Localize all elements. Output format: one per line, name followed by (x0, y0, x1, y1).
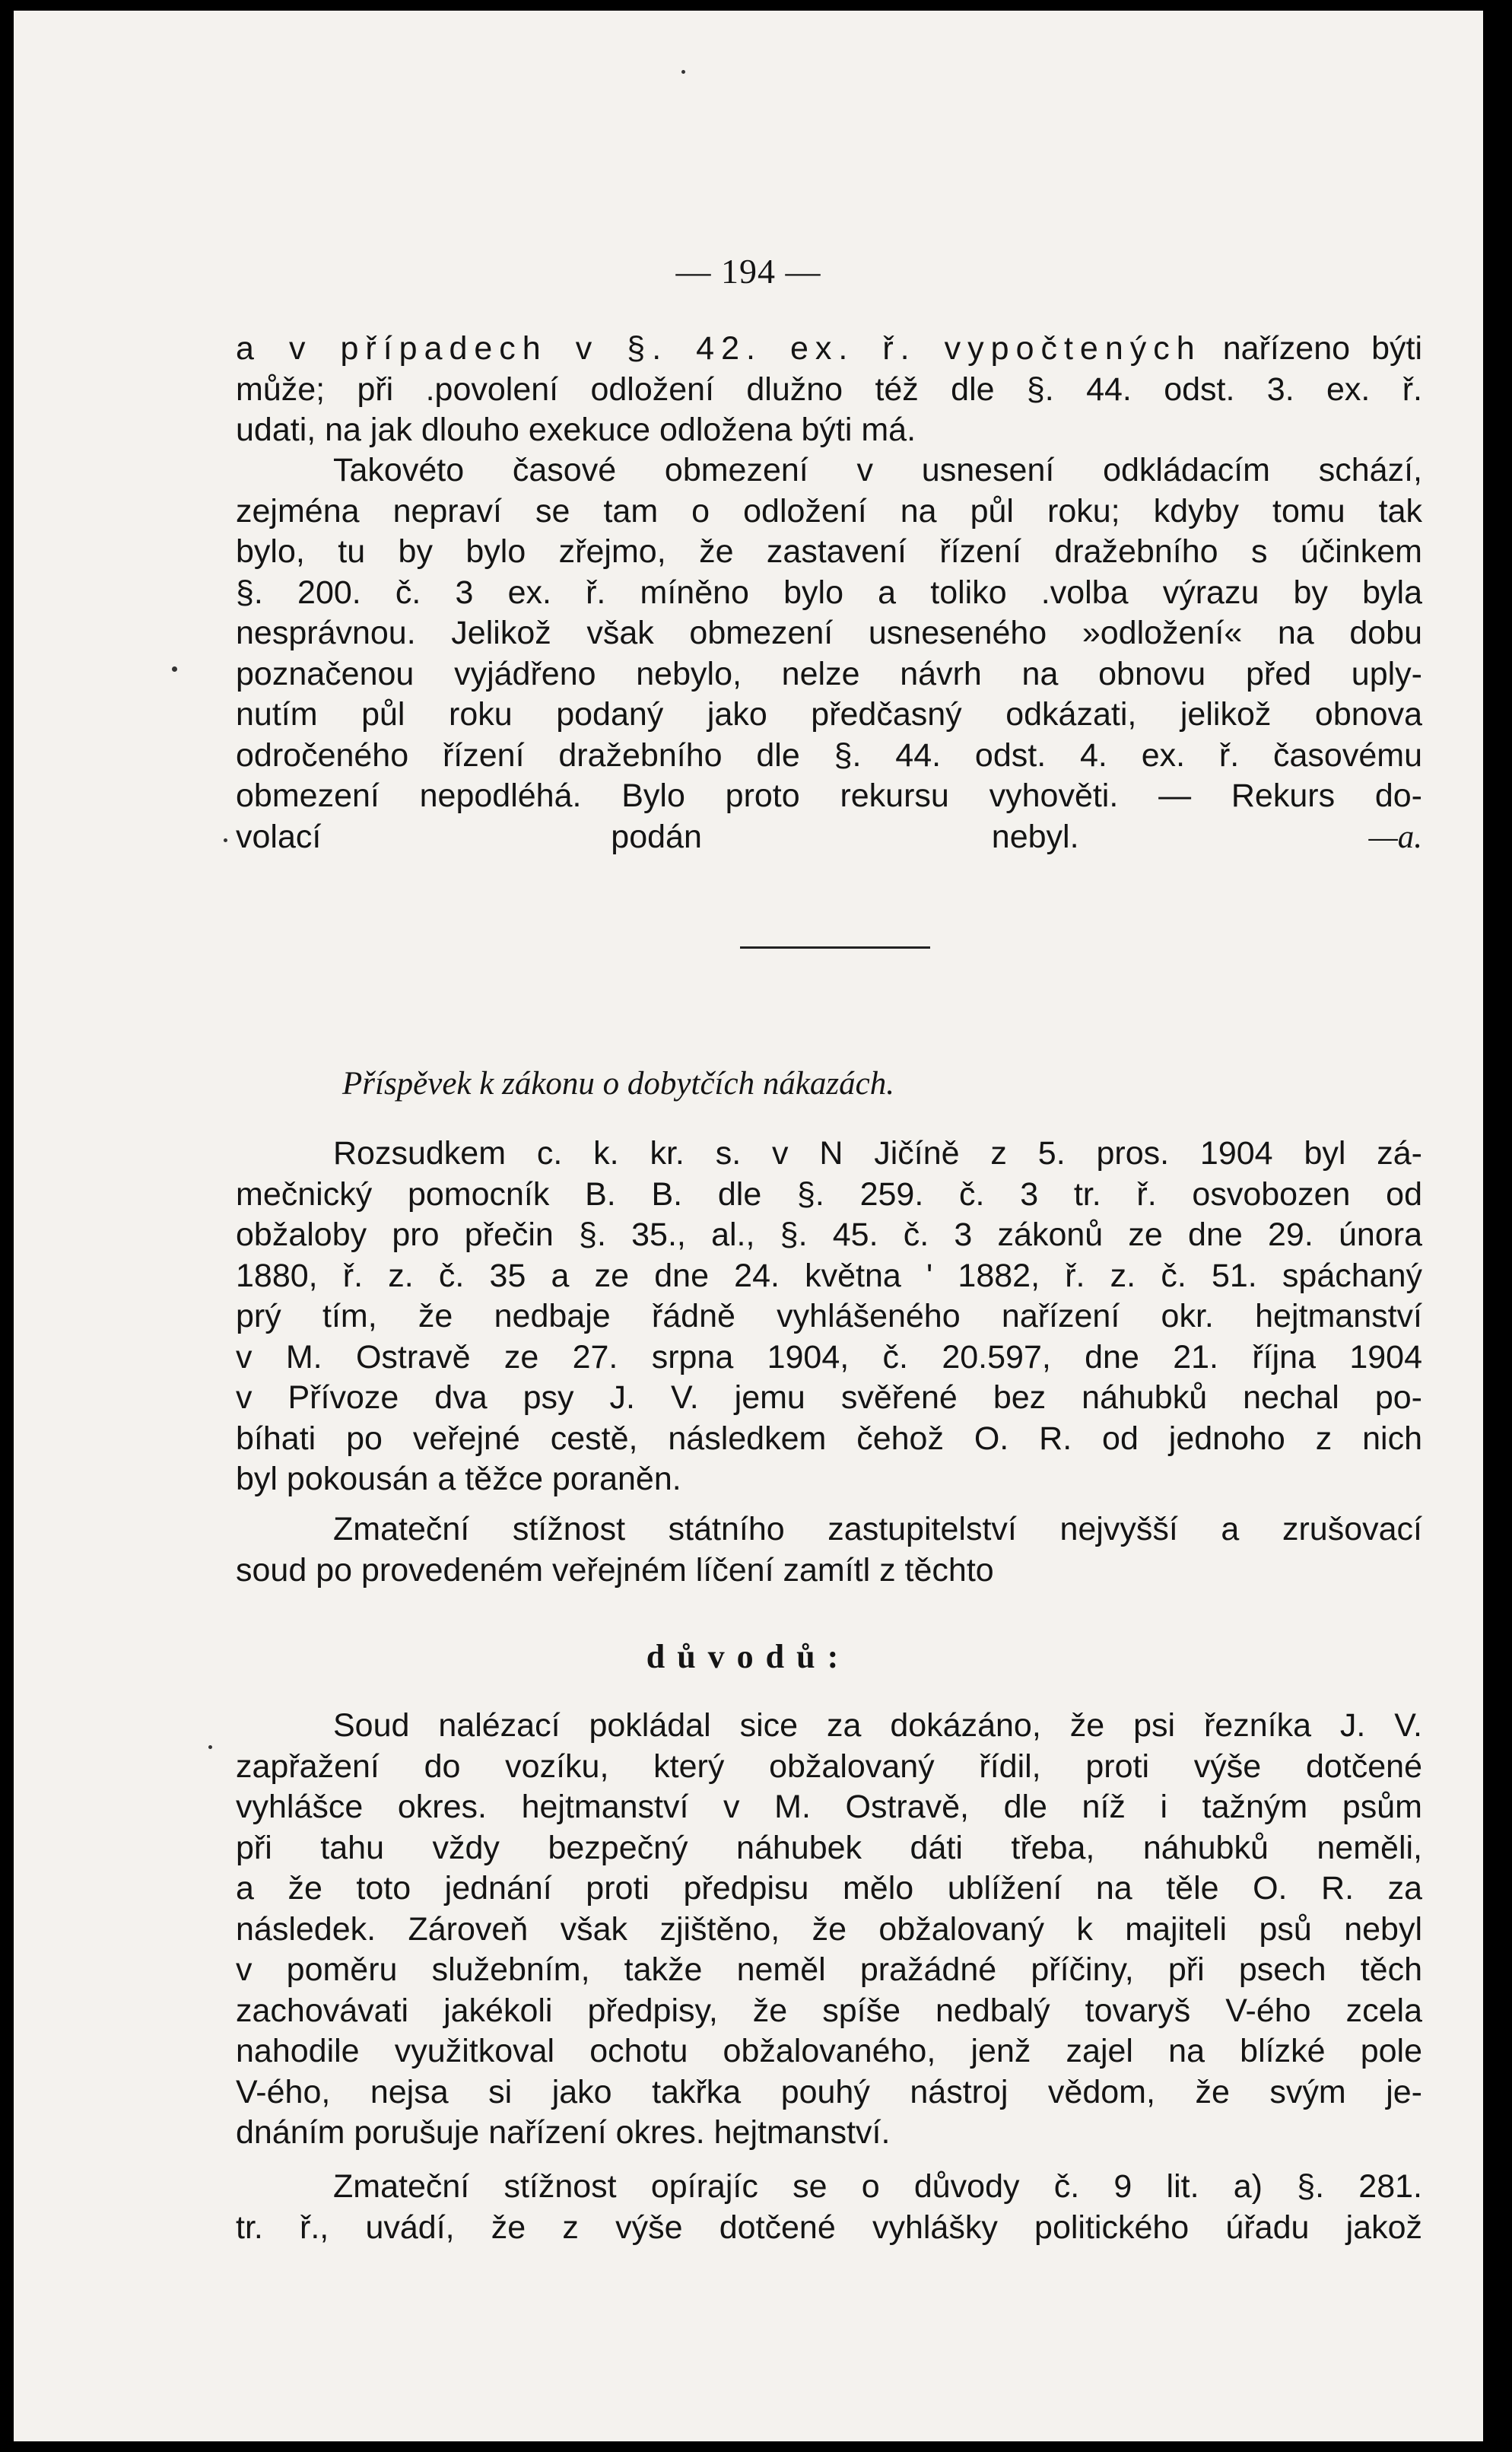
text-line: nahodile využitkoval ochotu obžalovaného, jenž zajel na blízké pole (236, 2033, 1422, 2069)
text-line: dnáním porušuje nařízení okres. hejtmanství. (236, 2114, 891, 2151)
text-line: nutím půl roku podaný jako předčasný odkázati, jelikož obnova (236, 696, 1422, 733)
print-speck (681, 70, 685, 74)
text-line: může; při .povolení odložení dlužno též dle §. 44. odst. 3. ex. ř. (236, 371, 1422, 408)
print-speck (172, 666, 177, 672)
article-paragraph-3 (236, 1706, 1422, 2154)
article-title: Příspěvek k zákonu o dobytčích nákazách. (342, 1066, 894, 1102)
text-line: obžaloby pro přečin §. 35., al., §. 45. č. 3 zákonů ze dne 29. února (236, 1216, 1422, 1253)
text-line (236, 817, 1422, 858)
text-line: při tahu vždy bezpečný náhubek dáti třeba, náhubků neměli, (236, 1829, 1422, 1866)
print-speck (208, 1745, 212, 1749)
text-line: poznačenou vyjádřeno nebylo, nelze návrh na obnovu před uply- (236, 655, 1422, 692)
text-line: Rozsudkem c. k. kr. s. v N Jičíně z 5. pros. 1904 byl zá- (333, 1135, 1422, 1172)
paragraph-2 (236, 450, 1422, 857)
text-line: Takovéto časové obmezení v usnesení odkládacím schází, (333, 452, 1422, 488)
text-line: bíhati po veřejné cestě, následkem čehož O. R. od jednoho z nich (236, 1420, 1422, 1457)
text-line: nesprávnou. Jelikož však obmezení usneseného »odložení« na dobu (236, 615, 1422, 651)
author-signature: —a. (1368, 819, 1422, 855)
article-paragraph-4 (236, 2167, 1422, 2248)
text-fragment: nařízeno býti (1201, 330, 1422, 367)
text-line: byl pokousán a těžce poraněn. (236, 1461, 681, 1497)
article-paragraph-1 (236, 1134, 1422, 1500)
spaced-text: a v případech v §. 42. ex. ř. vypočtených (236, 330, 1202, 367)
text-line: odročeného řízení dražebního dle §. 44. odst. 4. ex. ř. časovému (236, 736, 1422, 774)
text-line: bylo, tu by bylo zřejmo, že zastavení řízení dražebního s účinkem (236, 533, 1422, 570)
text-line: prý tím, že nedbaje řádně vyhlášeného nařízení okr. hejtmanství (236, 1298, 1422, 1334)
text-line: v poměru služebním, takže neměl pražádné příčiny, při psech těch (236, 1951, 1422, 1988)
text-line (236, 329, 1422, 370)
text-line: v M. Ostravě ze 27. srpna 1904, č. 20.597, dne 21. října 1904 (236, 1338, 1422, 1375)
book-page (14, 11, 1483, 2441)
page-number: — 194 — (675, 252, 821, 291)
text-line: zachovávati jakékoli předpisy, že spíše nedbalý tovaryš V-ého zcela (236, 1992, 1422, 2029)
text-line: a že toto jednání proti předpisu mělo ublížení na těle O. R. za (236, 1870, 1422, 1907)
text-line: Zmateční stížnost státního zastupitelství nejvyšší a zrušovací (333, 1511, 1422, 1547)
text-line: následek. Zároveň však zjištěno, že obžalovaný k majiteli psů nebyl (236, 1910, 1422, 1948)
text-line: Soud nalézací pokládal sice za dokázáno, že psi řezníka J. V. (333, 1707, 1422, 1744)
paragraph-1 (236, 329, 1422, 451)
text-line: obmezení nepodléhá. Bylo proto rekursu vyhověti. — Rekurs do- (236, 778, 1422, 814)
text-line: Zmateční stížnost opírajíc se o důvody č. 9 lit. a) §. 281. (333, 2168, 1422, 2205)
text-line: udati, na jak dlouho exekuce odložena býti má. (236, 412, 916, 448)
text-line: mečnický pomocník B. B. dle §. 259. č. 3 tr. ř. osvobozen od (236, 1175, 1422, 1213)
text-fragment: volací podán nebyl. (236, 818, 1079, 855)
section-divider (740, 946, 930, 949)
section-heading: důvodů: (646, 1638, 851, 1675)
text-line: v Přívoze dva psy J. V. jemu svěřené bez náhubků nechal po- (236, 1379, 1422, 1416)
text-line: §. 200. č. 3 ex. ř. míněno bylo a toliko .volba výrazu by byla (236, 574, 1422, 611)
text-line: zejména nepraví se tam o odložení na půl roku; kdyby tomu tak (236, 492, 1422, 530)
text-line: soud po provedeném veřejném líčení zamítl z těchto (236, 1551, 994, 1589)
text-line: zapřažení do vozíku, který obžalovaný řídil, proti výše dotčené (236, 1748, 1422, 1785)
print-speck (224, 838, 227, 842)
article-paragraph-2 (236, 1509, 1422, 1591)
text-line: tr. ř., uvádí, že z výše dotčené vyhlášky politického úřadu jakož (236, 2209, 1422, 2246)
text-line: vyhlášce okres. hejtmanství v M. Ostravě, dle níž i tažným psům (236, 1789, 1422, 1825)
text-line: 1880, ř. z. č. 35 a ze dne 24. května ' 1882, ř. z. č. 51. spáchaný (236, 1257, 1422, 1294)
text-line: V-ého, nejsa si jako takřka pouhý nástroj vědom, že svým je- (236, 2073, 1422, 2110)
